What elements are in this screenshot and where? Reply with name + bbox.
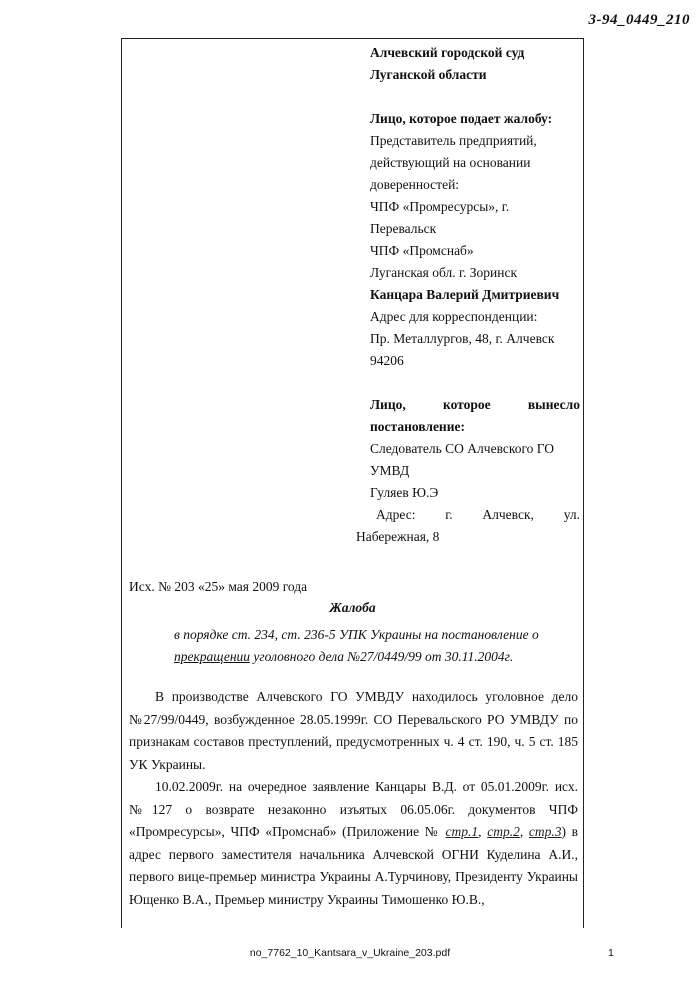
complainant-line: доверенностей: [370, 177, 460, 192]
complainant-line: ЧПФ «Промснаб» [370, 243, 474, 258]
complainant-line: Луганская обл. г. Зоринск [370, 265, 518, 280]
appendix-link-page2[interactable]: стр.2 [487, 824, 520, 839]
appendix-link-page1[interactable]: стр.1 [445, 824, 479, 839]
document-title: Жалоба [329, 600, 376, 615]
complainant-name: Канцара Валерий Дмитриевич [370, 287, 560, 302]
respondent-heading: Лицо, которое вынесло [370, 397, 580, 412]
page-border-right [583, 38, 584, 928]
page-border-top [121, 38, 584, 39]
complainant-heading: Лицо, которое подает жалобу: [370, 111, 553, 126]
respondent-name: Гуляев Ю.Э [370, 485, 439, 500]
footer-filename: no_7762_10_Kantsara_v_Ukraine_203.pdf [249, 947, 451, 959]
complainant-line: Перевальск [370, 221, 437, 236]
outgoing-number-date: Исх. № 203 «25» мая 2009 года [129, 579, 308, 594]
addressee-block [356, 42, 580, 548]
page-border-left [121, 38, 122, 928]
complaint-body [129, 686, 578, 911]
respondent-title: Следователь СО Алчевского ГО [370, 441, 555, 456]
complainant-line: действующий на основании [370, 155, 531, 170]
correspondence-address: Пр. Металлургов, 48, г. Алчевск [370, 331, 555, 346]
footer-page-number: 1 [608, 947, 614, 959]
respondent-address: Адрес: г. Алчевск, ул. [376, 507, 580, 522]
respondent-address-line2: Набережная, 8 [356, 529, 440, 544]
court-name-line2: Луганской области [370, 67, 487, 82]
appendix-link-page3[interactable]: стр.3 [528, 824, 562, 839]
court-name-line1: Алчевский городской суд [370, 45, 525, 60]
document-subtitle: в порядке ст. 234, ст. 236-5 УПК Украины на постановление о прекращении уголовного дела №27/0449/99 от 30.11.2004г. [174, 627, 539, 664]
correspondence-label: Адрес для корреспонденции: [370, 309, 538, 324]
respondent-heading-line2: постановление: [370, 419, 465, 434]
respondent-title-line2: УМВД [370, 463, 410, 478]
complainant-line: Представитель предприятий, [370, 133, 537, 148]
complainant-line: ЧПФ «Промресурсы», г. [370, 199, 510, 214]
paragraph: В производстве Алчевского ГО УМВДУ находилось уголовное дело №27/99/0449, возбужденное 28.05.1999г. СО Перевальского РО УМВДУ по признакам составов преступлений, предусмотренных ч. 4 ст. 190, ч. 5 ст. 185 УК Украины. [129, 689, 578, 772]
paragraph: 10.02.2009г. на очередное заявление Канцары В.Д. от 05.01.2009г. исх.№127 о возврате незаконно изъятых 06.05.06г. документов ЧПФ «Промресурсы», ЧПФ «Промснаб» (Приложение № стр.1, стр.2, стр.3) в адрес первого заместителя начальника Алчевской ОГНИ Куделина А.И., первого вице-премьер министра Украины А.Турчинову, Президенту Украины Ющенко В.А., Премьер министру Украины Тимошенко Ю.В., [129, 779, 579, 907]
reference-code: 3-94_0449_210 [588, 12, 690, 28]
correspondence-postcode: 94206 [370, 353, 404, 368]
